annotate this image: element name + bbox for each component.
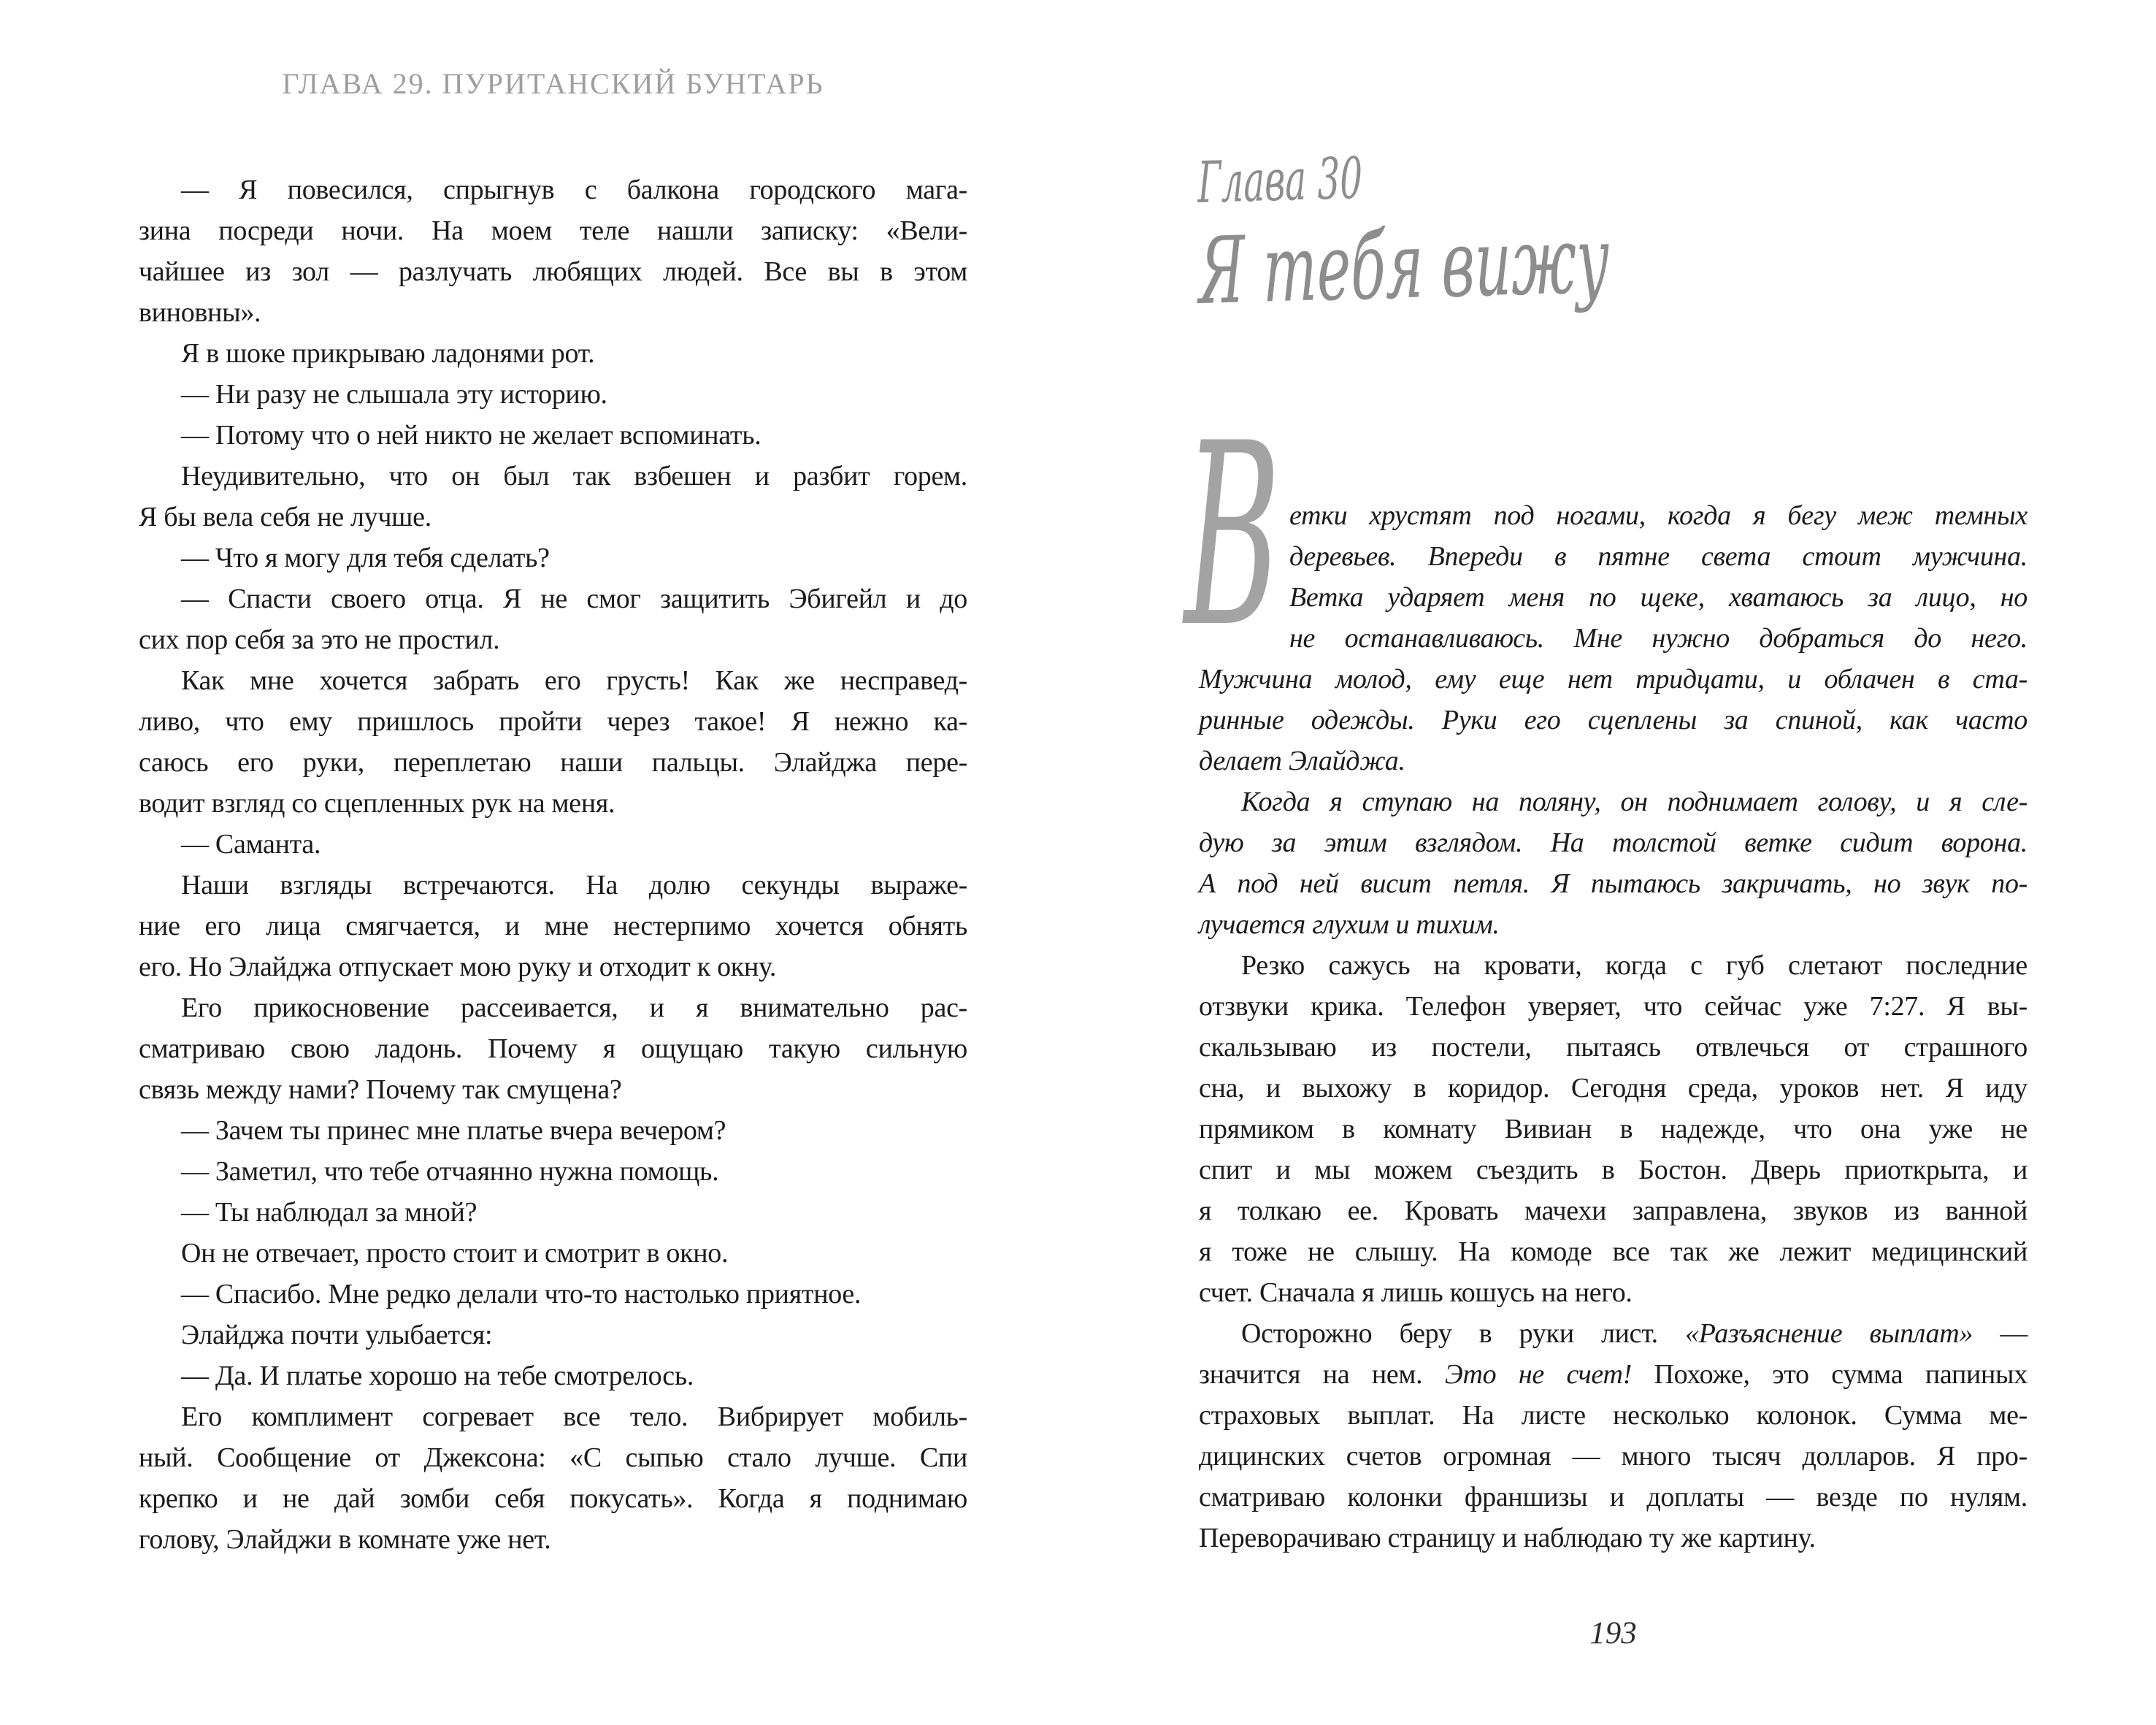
left-text-column [139,169,967,1560]
text-line: сна, и выхожу в коридор. Сегодня среда, уроков нет. Я иду [1199,1073,2028,1104]
page-number: 193 [1589,1616,1637,1651]
text-line: скальзываю из постели, пытаясь отвлечься от страшного [1199,1032,2028,1063]
text-line: етки хрустят под ногами, когда я бегу меж темных [1289,500,2028,531]
text-line: водит взгляд со сцепленных рук на меня. [139,788,615,819]
text-segment: Похоже, это сумма папиных [1632,1359,2028,1390]
emphasized-text: Это не счет! [1444,1359,1632,1390]
text-line: Когда я ступаю на поляну, он поднимает голову, и я сле- [1241,787,2028,817]
text-line: я тоже не слышу. На комоде все так же лежит медицинский [1199,1236,2028,1267]
text-line: саюсь его руки, переплетаю наши пальцы. Элайджа пере- [139,747,967,778]
text-line: счет. Сначала я лишь кошусь на него. [1199,1277,1633,1308]
right-text-column [1199,495,2028,1558]
text-line: Наши взгляды встречаются. На долю секунды выраже- [181,870,967,900]
text-line: — Спасибо. Мне редко делали что-то настолько приятное. [181,1279,862,1309]
text-line: — Заметил, что тебе отчаянно нужна помощь. [181,1156,719,1187]
text-line: сих пор себя за это не простил. [139,624,500,655]
text-segment: Осторожно беру в руки лист. [1241,1318,1686,1349]
text-line: я толкаю ее. Кровать мачехи заправлена, звуков из ванной [1199,1196,2028,1226]
text-line: ный. Сообщение от Джексона: «С сыпью стало лучше. Спи [139,1442,967,1473]
text-line: Мужчина молод, ему еще нет тридцати, и облачен в ста- [1199,664,2028,695]
text-line [1199,1354,2028,1395]
text-line: виновны». [139,297,261,328]
text-line: — Да. И платье хорошо на тебе смотрелось. [181,1361,694,1391]
text-segment: — [1973,1318,2028,1349]
text-line: — Ты наблюдал за мной? [181,1197,477,1228]
text-line: дую за этим взглядом. На толстой ветке сидит ворона. [1199,827,2028,858]
text-line: прямиком в комнату Вивиан в надежде, что она уже не [1199,1114,2028,1144]
text-line: Как мне хочется забрать его грусть! Как же несправед- [181,665,967,696]
text-line: дицинских счетов огромная — много тысяч долларов. Я про- [1199,1441,2028,1472]
text-line: — Саманта. [181,829,321,860]
text-line: страховых выплат. На листе несколько колонок. Сумма ме- [1199,1400,2028,1431]
text-line: сматриваю свою ладонь. Почему я ощущаю такую сильную [139,1033,967,1064]
text-line: зина посреди ночи. На моем теле нашли записку: «Вели- [139,215,967,246]
text-line: — Потому что о ней никто не желает вспоминать. [181,420,761,451]
text-line: Резко сажусь на кровати, когда с губ слетают последние [1241,950,2028,981]
dropcap-letter: В [1184,390,1281,683]
chapter-number: Глава 30 [1197,145,1363,216]
text-line: голову, Элайджи в комнате уже нет. [139,1524,551,1555]
running-header: ГЛАВА 29. ПУРИТАНСКИЙ БУНТАРЬ [282,67,824,100]
text-line: Я бы вела себя не лучше. [139,502,431,532]
text-line: Его комплимент согревает все тело. Вибрирует мобиль- [181,1401,967,1432]
text-line: лучается глухим и тихим. [1199,909,1500,940]
text-line: крепко и не дай зомби себя покусать». Когда я поднимаю [139,1483,967,1514]
text-line: — Что я могу для тебя сделать? [181,543,550,573]
chapter-heading [1197,138,1610,326]
text-line: Он не отвечает, просто стоит и смотрит в окно. [181,1238,729,1269]
chapter-title: Я тебя вижу [1198,206,1610,325]
text-line: чайшее из зол — разлучать любящих людей. Все вы в этом [139,256,967,287]
text-line: его. Но Элайджа отпускает мою руку и отходит к окну. [139,952,777,982]
text-line: ние его лица смягчается, и мне нестерпимо хочется обнять [139,911,967,941]
text-line: отзвуки крика. Телефон уверяет, что сейчас уже 7:27. Я вы- [1199,991,2028,1022]
text-line: Неудивительно, что он был так взбешен и разбит горем. [181,461,967,492]
text-line: связь между нами? Почему так смущена? [139,1074,622,1105]
text-line: ливо, что ему пришлось пройти через такое! Я нежно ка- [139,706,967,737]
text-line: А под ней висит петля. Я пытаюсь закричать, но звук по- [1199,868,2028,899]
text-line: — Ни разу не слышала эту историю. [181,379,607,410]
text-line: спит и мы можем съездить в Бостон. Дверь приоткрыта, и [1199,1155,2028,1185]
text-line: ринные одежды. Руки его сцеплены за спиной, как часто [1199,705,2028,735]
text-line: делает Элайджа. [1199,746,1405,776]
text-line: не останавливаюсь. Мне нужно добраться до него. [1289,623,2028,654]
text-line: — Я повесился, спрыгнув с балкона городского мага- [181,175,967,205]
text-line: — Зачем ты принес мне платье вчера вечером? [181,1115,726,1146]
text-line: Переворачиваю страницу и наблюдаю ту же картину. [1199,1523,1816,1553]
text-line: Я в шоке прикрываю ладонями рот. [181,338,595,369]
text-line [1199,1313,2028,1354]
text-line: Ветка ударяет меня по щеке, хватаюсь за лицо, но [1289,582,2028,613]
text-line: деревьев. Впереди в пятне света стоит мужчина. [1289,541,2028,572]
text-segment: значится на нем. [1199,1359,1445,1390]
text-line: Его прикосновение рассеивается, и я внимательно рас- [181,992,967,1023]
text-line: — Спасти своего отца. Я не смог защитить Эбигейл и до [181,584,967,614]
text-line: сматриваю колонки франшизы и доплаты — везде по нулям. [1199,1482,2028,1512]
emphasized-text: «Разъяснение выплат» [1685,1318,1973,1349]
text-line: Элайджа почти улыбается: [181,1320,493,1350]
